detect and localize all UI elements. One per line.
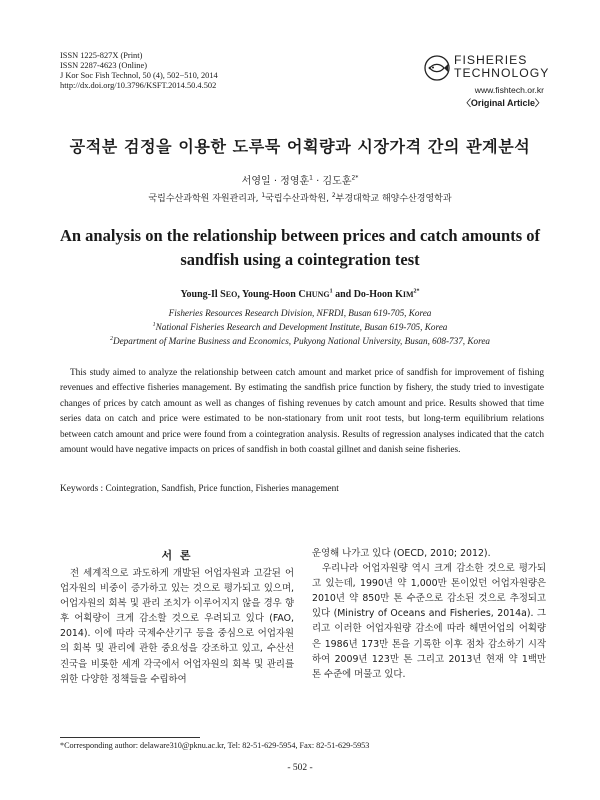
abstract: This study aimed to analyze the relationship between catch amount and market price of sandfish for improvement of fishing revenues and effective fisheries management. By estimating the sandfish price function by fishery, the study tried to investigate changes of prices by catch amount as well as changes of fishing revenues by catch amount and price. Results showed that time series data on catch and price were estimated to be non-stationary from unit root tests, but long-term equilibrium relations between catch amount and price were found from a cointegration analysis. Results of regression analyses indicated that the catch amount would have negative impacts on prices of sandfish in both coastal gillnet and danish seine fisheries. bbox=[60, 368, 544, 456]
journal-metadata bbox=[60, 51, 218, 91]
journal-logo bbox=[424, 53, 550, 84]
english-author-1: Young-Il S bbox=[180, 289, 226, 300]
english-affiliation-2-line bbox=[0, 322, 600, 332]
english-affiliation-mark-2: 2 bbox=[109, 335, 113, 342]
logo-line-2: TECHNOLOGY bbox=[454, 66, 550, 80]
korean-affiliation-3: 부경대학교 해양수산경영학과 bbox=[335, 194, 452, 204]
body-right-column bbox=[312, 546, 546, 682]
corresponding-author-footnote: *Corresponding author: delaware310@pknu.ac.kr, Tel: 82-51-629-5954, Fax: 82-51-629-5953 bbox=[60, 741, 370, 750]
korean-author-names-2: · 김도훈 bbox=[312, 176, 352, 187]
english-affiliation-3-line bbox=[0, 336, 600, 346]
english-author-mark-2: 2* bbox=[413, 288, 420, 295]
section-heading-introduction: 서 론 bbox=[161, 549, 193, 562]
english-author-2: , Young-Hoon C bbox=[237, 289, 306, 300]
korean-authors bbox=[0, 172, 600, 187]
journal-url-link[interactable]: www.fishtech.or.kr bbox=[474, 85, 544, 95]
english-affiliation-3: Department of Marine Business and Economics, Pukyong National University, Busan, 608-737, Korea bbox=[112, 336, 491, 346]
logo-line-1: FISHERIES bbox=[454, 53, 528, 67]
page-number: - 502 - bbox=[287, 763, 313, 773]
issn-online: ISSN 2287-4623 (Online) bbox=[60, 61, 148, 70]
footnote-divider bbox=[60, 737, 200, 738]
english-title-line-2: sandfish using a cointegration test bbox=[180, 250, 420, 269]
body-left-column bbox=[60, 566, 294, 687]
korean-author-mark-1: 1 bbox=[309, 174, 313, 182]
keywords: Keywords : Cointegration, Sandfish, Price function, Fisheries management bbox=[60, 484, 339, 494]
korean-affiliation-mark-2: 2 bbox=[331, 192, 336, 199]
korean-author-mark-2: 2* bbox=[351, 174, 359, 182]
english-author-mark-1: 1 bbox=[329, 288, 333, 295]
korean-affiliation-1: 국립수산과학원 자원관리과, bbox=[148, 194, 262, 204]
body-paragraph: 전 세계적으로 과도하게 개발된 어업자원과 고갈된 어업자원의 비중이 증가하고 있는 것으로 평가되고 있으며, 어업자원의 회복 및 관리 조치가 이루어지지 않을 경우 향후 어획량이 크게 감소할 것으로 우려되고 있다 (FAO, 2014). 이에 따라 국제수산기구 등을 중심으로 어업자원의 회복 및 관리에 관한 중요성을 강조하고 있고, 수산선진국을 비롯한 세계 각국에서 어업자원의 회복 및 관리를 위한 다양한 정책들을 수립하여 bbox=[60, 568, 294, 685]
doi-link[interactable]: http://dx.doi.org/10.3796/KSFT.2014.50.4.502 bbox=[60, 81, 217, 90]
english-title-line-1: An analysis on the relationship between prices and catch amounts of bbox=[59, 226, 541, 245]
body-paragraph: 운영해 나가고 있다 (OECD, 2010; 2012). bbox=[312, 548, 491, 559]
english-author-1-sc: EO bbox=[225, 290, 238, 299]
korean-affiliation-2: 국립수산과학원, bbox=[265, 194, 332, 204]
english-affiliation-2: National Fisheries Research and Development Institute, Busan 619-705, Korea bbox=[155, 322, 448, 332]
english-author-2-sc: HUNG bbox=[305, 290, 330, 299]
article-type-label: 〈Original Article〉 bbox=[461, 98, 544, 108]
korean-affiliation-mark-1: 1 bbox=[261, 192, 266, 199]
issn-print: ISSN 1225-827X (Print) bbox=[60, 51, 143, 60]
fish-logo-icon bbox=[424, 55, 450, 81]
korean-title: 공적분 검정을 이용한 도루묵 어획량과 시장가격 간의 관계분석 bbox=[69, 137, 531, 156]
body-paragraph: 우리나라 어업자원량 역시 크게 감소한 것으로 평가되고 있는데, 1990년 약 1,000만 톤이었던 어업자원량은 2010년 약 850만 톤 수준으로 감소된 것으로 추정되고 있다 (Ministry of Oceans and Fisheries, 2014a). 그리고 이러한 어업자원량 감소에 따라 해면어업의 어획량은 1986년 173만 톤을 기록한 이후 점차 감소하기 시작하여 2009년 123만 톤 그리고 2013년 현재 약 1백만 톤 수준에 머물고 있다. bbox=[312, 563, 546, 680]
english-authors bbox=[0, 289, 600, 300]
korean-author-names-1: 서영일 · 정영훈 bbox=[241, 176, 310, 187]
english-author-3: and Do-Hoon K bbox=[332, 289, 403, 300]
korean-affiliations bbox=[0, 191, 600, 204]
english-author-3-sc: IM bbox=[402, 290, 414, 299]
logo-wordmark bbox=[454, 54, 549, 80]
english-affiliation-mark-1: 1 bbox=[152, 321, 156, 328]
citation: J Kor Soc Fish Technol, 50 (4), 502−510, 2014 bbox=[60, 71, 218, 80]
english-affiliation-1: Fisheries Resources Research Division, NFRDI, Busan 619-705, Korea bbox=[168, 308, 432, 318]
